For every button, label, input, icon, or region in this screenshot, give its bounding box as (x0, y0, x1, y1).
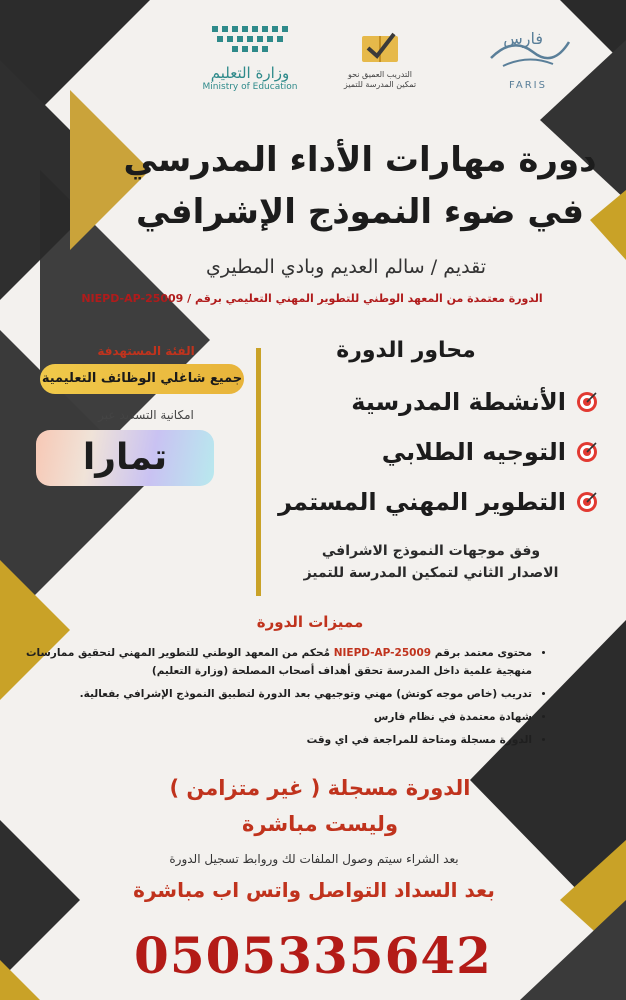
moe-logo-arabic: وزارة التعليم (210, 64, 290, 82)
target-icon (576, 491, 598, 513)
axis-item (268, 432, 598, 472)
axis-item (268, 382, 598, 422)
target-icon (576, 391, 598, 413)
accreditation-note: الدورة معتمدة من المعهد الوطني للتطوير المهني التعليمي برقم / NIEPD-AP-25009 (81, 292, 543, 305)
training-logo (340, 30, 420, 100)
training-logo-line1: التدريب العميق نحو (347, 70, 413, 79)
phone-number[interactable]: 0505335642 (134, 926, 492, 985)
axis-label: التطوير المهني المستمر (278, 488, 566, 516)
target-audience-badge: جميع شاغلي الوظائف التعليمية (40, 364, 244, 394)
payment-label: امكانية التسديد عبر (98, 408, 194, 422)
feature-text: مُحكم من المعهد الوطني للتطوير المهني لتحقيق ممارسات منهجية علمية داخل المدرسة تحقق أهداف أصحاب المصلحة (وزارة التعليم) (25, 647, 532, 677)
axis-label: الأنشطة المدرسية (351, 388, 566, 416)
course-axes-heading: محاور الدورة (336, 338, 476, 363)
recorded-line2: وليست مباشرة (242, 812, 398, 836)
feature-text: شهادة معتمدة في نظام فارس (373, 711, 532, 723)
features-title: مميزات الدورة (256, 613, 364, 631)
faris-logo-english: FARIS (509, 80, 547, 91)
axes-note-line1: وفق موجهات النموذج الاشرافي (321, 543, 541, 559)
feature-text: الدورة مسجلة ومتاحة للمراجعة في اي وقت (306, 734, 532, 746)
axis-label: التوجيه الطلابي (381, 438, 566, 466)
gold-divider (256, 348, 261, 596)
training-logo-line2: تمكين المدرسة للتميز (343, 80, 417, 89)
feature-item (0, 731, 532, 749)
ministry-of-education-logo (200, 22, 300, 100)
feature-item (0, 644, 532, 680)
target-icon (576, 441, 598, 463)
target-audience-label: الفئة المستهدفة (97, 344, 195, 358)
faris-calligraphy-icon (483, 28, 573, 74)
axes-note (266, 540, 596, 584)
moe-logo-english: Ministry of Education (202, 82, 298, 92)
axis-item (268, 482, 598, 522)
after-payment-note: بعد السداد التواصل واتس اب مباشرة (133, 878, 495, 902)
course-title-line2: في ضوء النموذج الإشرافي (136, 192, 584, 232)
after-purchase-note: بعد الشراء سيتم وصول الملفات لك وروابط تسجيل الدورة (169, 852, 459, 866)
feature-text: محتوى معتمد برقم (431, 647, 532, 659)
axes-note-line2: الاصدار الثاني لتمكين المدرسة للتميز (303, 565, 559, 581)
tamara-badge: تمارا (36, 430, 214, 486)
feature-code: NIEPD-AP-25009 (333, 647, 432, 659)
features-list (0, 644, 548, 754)
course-title-line1: دورة مهارات الأداء المدرسي (123, 140, 597, 180)
book-check-icon (358, 30, 402, 66)
feature-item (0, 708, 532, 726)
faris-logo-arabic: فارس (503, 29, 543, 48)
recorded-notice (150, 770, 490, 842)
feature-text: تدريب (خاص موجه كوتش) مهني وتوجيهي بعد الدورة لتطبيق النموذج الإشرافي بفعالية. (79, 688, 532, 700)
moe-mark-icon (206, 22, 294, 58)
recorded-line1: الدورة مسجلة ( غير متزامن ) (169, 776, 471, 800)
feature-item (0, 685, 532, 703)
faris-logo (478, 28, 578, 98)
presenter: تقديم / سالم العديم وبادي المطيري (206, 256, 486, 278)
